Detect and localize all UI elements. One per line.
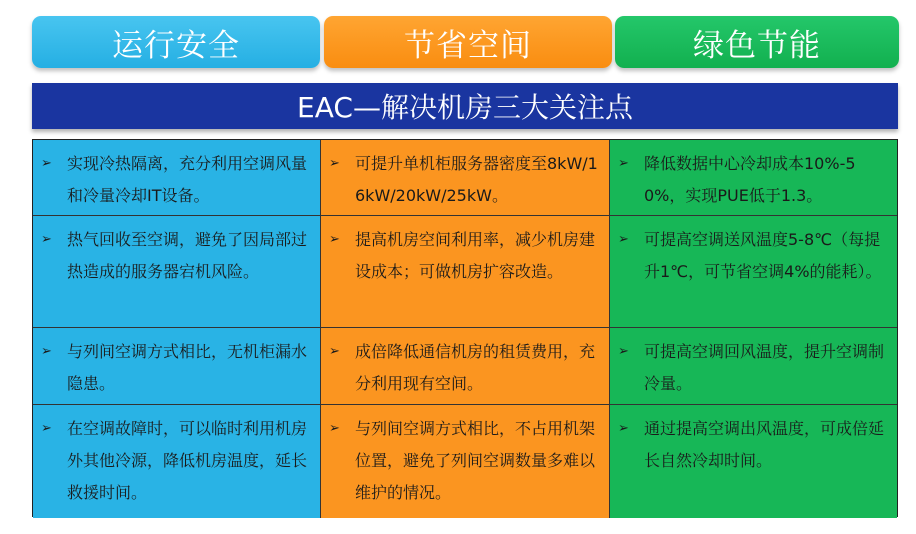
arrow-bullet-icon: ➢	[618, 421, 629, 436]
table-cell	[610, 140, 897, 216]
table-cell	[321, 140, 610, 216]
table-cell	[33, 140, 321, 216]
table-cell	[33, 216, 321, 328]
table-cell	[610, 405, 897, 518]
cell-text: 可提高空调送风温度5-8℃（每提升1℃，可节省空调4%的能耗）。	[644, 230, 882, 281]
cell-text: 热气回收至空调，避免了因局部过热造成的服务器宕机风险。	[67, 230, 308, 281]
table-cell	[33, 328, 321, 405]
table-cell	[610, 216, 897, 328]
cell-text: 降低数据中心冷却成本10%-50%，实现PUE低于1.3。	[644, 154, 856, 205]
banner-title: EAC—解决机房三大关注点	[32, 83, 898, 129]
arrow-bullet-icon: ➢	[618, 156, 629, 171]
arrow-bullet-icon: ➢	[618, 344, 629, 359]
cell-text: 与列间空调方式相比，无机柜漏水隐患。	[67, 342, 308, 393]
cell-text: 可提高空调回风温度，提升空调制冷量。	[644, 342, 885, 393]
header-space-saving: 节省空间	[324, 16, 612, 68]
cell-text: 提高机房空间利用率，减少机房建设成本；可做机房扩容改造。	[355, 230, 596, 281]
arrow-bullet-icon: ➢	[329, 344, 340, 359]
cell-text: 与列间空调方式相比，不占用机架位置，避免了列间空调数量多难以维护的情况。	[355, 419, 596, 502]
arrow-bullet-icon: ➢	[41, 344, 52, 359]
header-safety: 运行安全	[32, 16, 320, 68]
table-cell	[610, 328, 897, 405]
arrow-bullet-icon: ➢	[329, 421, 340, 436]
table-cell	[33, 405, 321, 518]
arrow-bullet-icon: ➢	[41, 232, 52, 247]
benefits-table	[32, 139, 898, 517]
cell-text: 可提升单机柜服务器密度至8kW/16kW/20kW/25kW。	[355, 154, 598, 205]
arrow-bullet-icon: ➢	[618, 232, 629, 247]
cell-text: 成倍降低通信机房的租赁费用，充分利用现有空间。	[355, 342, 596, 393]
cell-text: 通过提高空调出风温度，可成倍延长自然冷却时间。	[644, 419, 885, 470]
table-cell	[321, 216, 610, 328]
cell-text: 在空调故障时，可以临时利用机房外其他冷源，降低机房温度，延长救援时间。	[67, 419, 308, 502]
cell-text: 实现冷热隔离，充分利用空调风量和冷量冷却IT设备。	[67, 154, 308, 205]
table-cell	[321, 405, 610, 518]
table-cell	[321, 328, 610, 405]
arrow-bullet-icon: ➢	[41, 421, 52, 436]
arrow-bullet-icon: ➢	[41, 156, 52, 171]
header-energy-saving: 绿色节能	[615, 16, 899, 68]
arrow-bullet-icon: ➢	[329, 232, 340, 247]
arrow-bullet-icon: ➢	[329, 156, 340, 171]
